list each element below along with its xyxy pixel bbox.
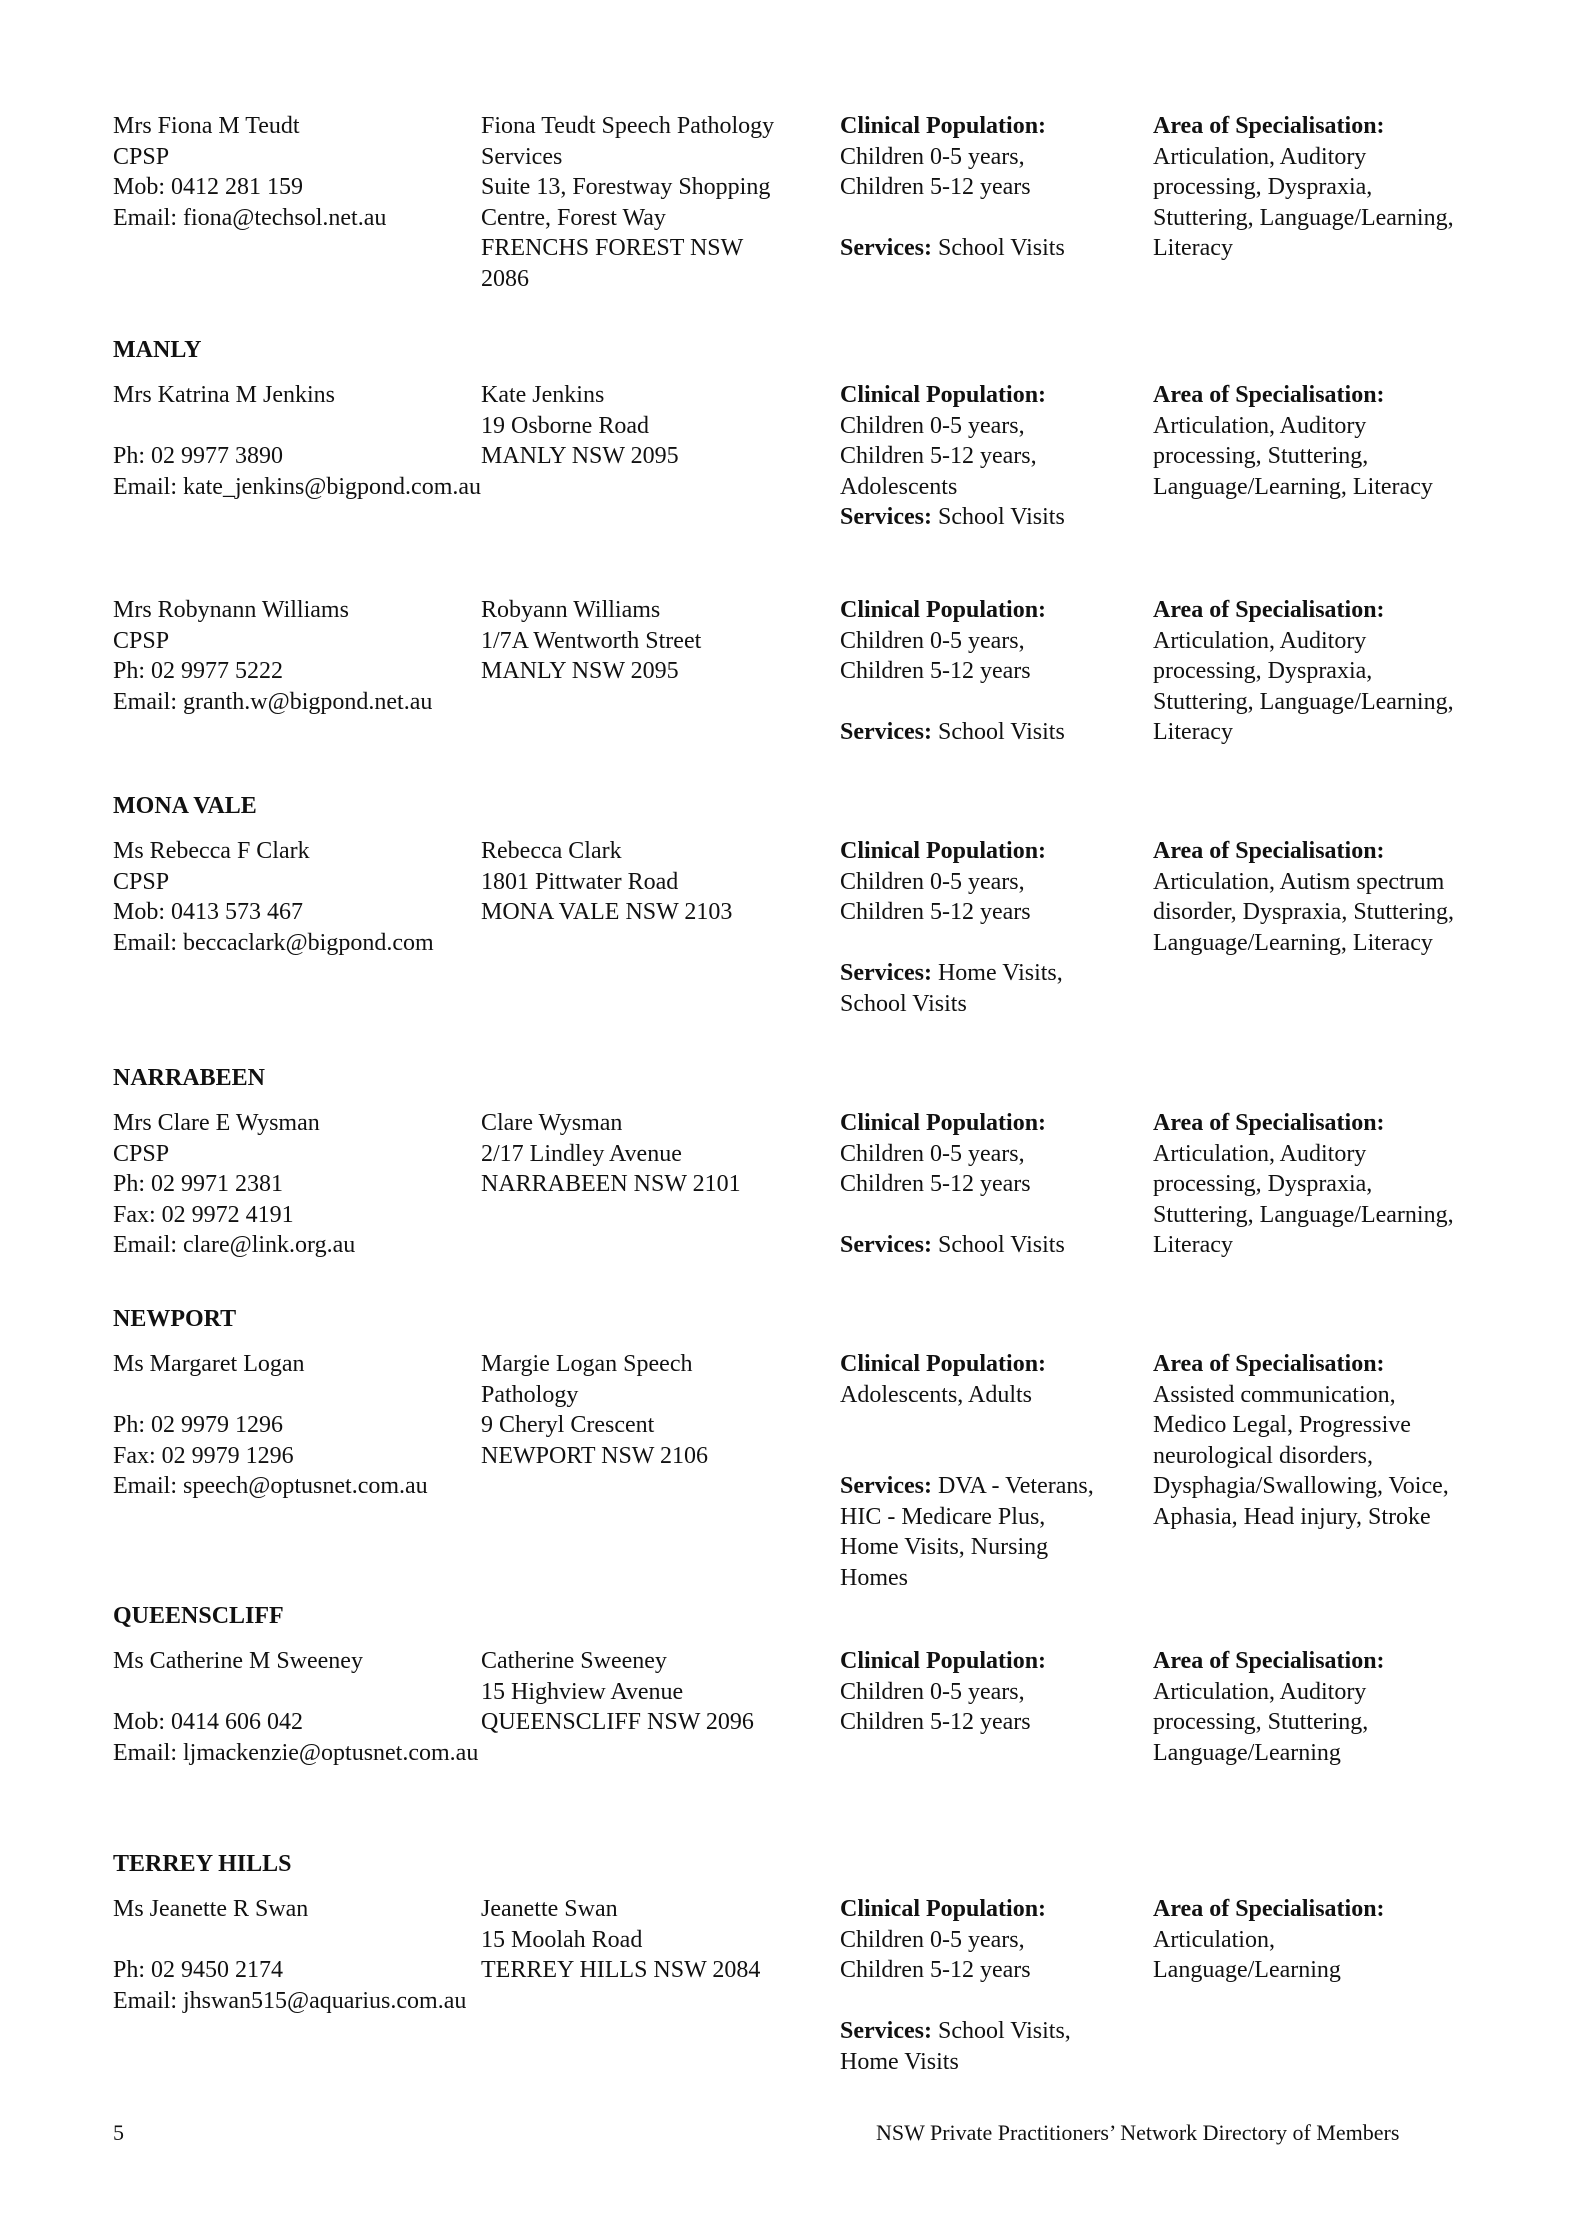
practitioner-line: Ph: 02 9971 2381 (113, 1171, 284, 1197)
specialisation-line: Articulation, Auditory (1153, 412, 1367, 439)
clinical-population-line: Adolescents, Adults (840, 1381, 1032, 1408)
specialisation-line: Literacy (1153, 1232, 1233, 1258)
services-label: Services: (840, 719, 932, 745)
specialisation-line: processing, Stuttering, (1153, 443, 1369, 469)
practitioner-line: Email: ljmackenzie@optusnet.com.au (113, 1739, 479, 1766)
specialisation-line: Articulation, Auditory (1153, 1678, 1367, 1705)
specialisation-line: Medico Legal, Progressive (1153, 1412, 1411, 1438)
services-line: Home Visits, Nursing (840, 1534, 1049, 1560)
services-label: Services: (840, 2018, 932, 2044)
practitioner-line: CPSP (113, 627, 170, 654)
services-label: Services: (840, 1232, 932, 1258)
clinical-population-line: Children 5-12 years (840, 1957, 1031, 1983)
page-number: 5 (113, 2120, 124, 2145)
specialisation-line: Articulation, Auditory (1153, 1140, 1367, 1167)
practice-line: Pathology (481, 1381, 579, 1408)
specialisation-line: Literacy (1153, 719, 1233, 745)
practitioner-line: CPSP (113, 1140, 170, 1167)
directory-title: NSW Private Practitioners’ Network Directory of Members (876, 2120, 1400, 2145)
clinical-population-label: Clinical Population: (840, 1351, 1047, 1377)
practice-line: 2/17 Lindley Avenue (481, 1140, 682, 1167)
specialisation-line: Language/Learning (1153, 1739, 1341, 1766)
services-value: School Visits (937, 504, 1065, 530)
practice-line: Suite 13, Forestway Shopping (481, 174, 771, 200)
practice-line: Centre, Forest Way (481, 204, 666, 231)
practice-line: 2086 (481, 265, 529, 292)
specialisation-line: Stuttering, Language/Learning, (1153, 688, 1454, 715)
practice-line: MONA VALE NSW 2103 (481, 899, 733, 925)
specialisation-line: processing, Stuttering, (1153, 1709, 1369, 1735)
practitioner-line: Mob: 0412 281 159 (113, 174, 304, 200)
services-line (840, 233, 1065, 263)
practice-line: Jeanette Swan (481, 1896, 618, 1922)
clinical-population-line: Children 5-12 years (840, 658, 1031, 684)
practitioner-line: CPSP (113, 143, 170, 170)
practice-line: Catherine Sweeney (481, 1648, 667, 1674)
practice-line: Rebecca Clark (481, 838, 622, 864)
services-line: Homes (840, 1564, 908, 1591)
services-label: Services: (840, 1473, 932, 1499)
specialisation-line: disorder, Dyspraxia, Stuttering, (1153, 899, 1454, 925)
services-line: HIC - Medicare Plus, (840, 1503, 1046, 1530)
clinical-population-label: Clinical Population: (840, 1896, 1047, 1922)
practitioner-line: CPSP (113, 868, 170, 895)
specialisation-line: Language/Learning (1153, 1957, 1341, 1983)
practice-line: 15 Moolah Road (481, 1926, 643, 1953)
specialisation-label: Area of Specialisation: (1153, 597, 1385, 623)
specialisation-line: Articulation, (1153, 1926, 1275, 1953)
clinical-population-label: Clinical Population: (840, 113, 1047, 139)
practice-line: NEWPORT NSW 2106 (481, 1442, 709, 1469)
clinical-population-label: Clinical Population: (840, 597, 1047, 623)
specialisation-line: Stuttering, Language/Learning, (1153, 1201, 1454, 1228)
clinical-population-line: Children 5-12 years, (840, 443, 1037, 469)
practitioner-line: Mrs Clare E Wysman (113, 1110, 320, 1136)
specialisation-line: processing, Dyspraxia, (1153, 1171, 1373, 1197)
clinical-population-label: Clinical Population: (840, 382, 1047, 408)
practitioner-line: Email: jhswan515@aquarius.com.au (113, 1987, 467, 2014)
clinical-population-line: Children 0-5 years, (840, 412, 1025, 439)
practice-line: FRENCHS FOREST NSW (481, 235, 744, 261)
services-value: DVA - Veterans, (937, 1473, 1094, 1499)
specialisation-line: Assisted communication, (1153, 1381, 1396, 1408)
services-line (840, 1471, 1094, 1501)
clinical-population-line: Children 0-5 years, (840, 1140, 1025, 1167)
specialisation-line: neurological disorders, (1153, 1442, 1373, 1469)
services-value: School Visits (937, 719, 1065, 745)
services-value: Home Visits, (937, 960, 1063, 986)
clinical-population-line: Adolescents (840, 473, 958, 500)
specialisation-label: Area of Specialisation: (1153, 1110, 1385, 1136)
practitioner-line: Ph: 02 9977 3890 (113, 443, 284, 469)
clinical-population-label: Clinical Population: (840, 838, 1047, 864)
specialisation-label: Area of Specialisation: (1153, 838, 1385, 864)
suburb-heading: TERREY HILLS (113, 1851, 292, 1877)
practitioner-line: Ph: 02 9977 5222 (113, 658, 284, 684)
practitioner-line: Ms Jeanette R Swan (113, 1896, 309, 1922)
services-value: School Visits, (937, 2018, 1071, 2044)
services-line (840, 502, 1065, 532)
clinical-population-line: Children 0-5 years, (840, 1678, 1025, 1705)
services-line: School Visits (840, 990, 967, 1017)
practitioner-line: Mrs Robynann Williams (113, 597, 349, 623)
specialisation-line: Dysphagia/Swallowing, Voice, (1153, 1473, 1449, 1499)
clinical-population-line: Children 5-12 years (840, 899, 1031, 925)
clinical-population-line: Children 0-5 years, (840, 143, 1025, 170)
practitioner-line: Email: granth.w@bigpond.net.au (113, 688, 433, 715)
practitioner-line: Ms Margaret Logan (113, 1351, 305, 1377)
practice-line: 15 Highview Avenue (481, 1678, 684, 1705)
clinical-population-line: Children 5-12 years (840, 1171, 1031, 1197)
suburb-heading: NARRABEEN (113, 1065, 266, 1091)
specialisation-label: Area of Specialisation: (1153, 113, 1385, 139)
clinical-population-label: Clinical Population: (840, 1110, 1047, 1136)
practice-line: MANLY NSW 2095 (481, 443, 679, 469)
practitioner-line: Ms Rebecca F Clark (113, 838, 310, 864)
practice-line: QUEENSCLIFF NSW 2096 (481, 1709, 754, 1735)
practice-line: 19 Osborne Road (481, 412, 649, 439)
services-line (840, 1230, 1065, 1260)
practitioner-line: Email: fiona@techsol.net.au (113, 204, 387, 231)
specialisation-line: Articulation, Autism spectrum (1153, 868, 1445, 895)
services-label: Services: (840, 504, 932, 530)
practitioner-line: Ph: 02 9979 1296 (113, 1412, 284, 1438)
clinical-population-line: Children 0-5 years, (840, 868, 1025, 895)
specialisation-line: Articulation, Auditory (1153, 143, 1367, 170)
practitioner-line: Mrs Katrina M Jenkins (113, 382, 335, 408)
services-line (840, 717, 1065, 747)
practitioner-line: Email: clare@link.org.au (113, 1232, 356, 1258)
services-label: Services: (840, 960, 932, 986)
services-line: Home Visits (840, 2048, 959, 2075)
specialisation-line: processing, Dyspraxia, (1153, 174, 1373, 200)
specialisation-line: Language/Learning, Literacy (1153, 929, 1433, 956)
suburb-heading: QUEENSCLIFF (113, 1603, 284, 1629)
specialisation-label: Area of Specialisation: (1153, 1351, 1385, 1377)
practitioner-line: Email: beccaclark@bigpond.com (113, 929, 434, 956)
clinical-population-label: Clinical Population: (840, 1648, 1047, 1674)
specialisation-label: Area of Specialisation: (1153, 382, 1385, 408)
clinical-population-line: Children 5-12 years (840, 174, 1031, 200)
specialisation-line: Literacy (1153, 235, 1233, 261)
suburb-heading: NEWPORT (113, 1306, 237, 1332)
clinical-population-line: Children 0-5 years, (840, 627, 1025, 654)
practice-line: Services (481, 143, 563, 170)
clinical-population-line: Children 0-5 years, (840, 1926, 1025, 1953)
practice-line: TERREY HILLS NSW 2084 (481, 1957, 761, 1983)
practice-line: MANLY NSW 2095 (481, 658, 679, 684)
practitioner-line: Ph: 02 9450 2174 (113, 1957, 284, 1983)
practice-line: Margie Logan Speech (481, 1351, 693, 1377)
practice-line: Kate Jenkins (481, 382, 605, 408)
services-label: Services: (840, 235, 932, 261)
services-value: School Visits (937, 1232, 1065, 1258)
practice-line: 1/7A Wentworth Street (481, 627, 702, 654)
practice-line: Robyann Williams (481, 597, 661, 623)
practice-line: 9 Cheryl Crescent (481, 1412, 655, 1438)
suburb-heading: MANLY (113, 337, 202, 363)
practice-line: Fiona Teudt Speech Pathology (481, 113, 775, 139)
specialisation-line: Language/Learning, Literacy (1153, 473, 1433, 500)
specialisation-line: processing, Dyspraxia, (1153, 658, 1373, 684)
practitioner-line: Mob: 0413 573 467 (113, 899, 304, 925)
practice-line: Clare Wysman (481, 1110, 623, 1136)
specialisation-line: Articulation, Auditory (1153, 627, 1367, 654)
services-line (840, 958, 1063, 988)
practitioner-line: Email: speech@optusnet.com.au (113, 1473, 428, 1499)
services-value: School Visits (937, 235, 1065, 261)
specialisation-label: Area of Specialisation: (1153, 1648, 1385, 1674)
practitioner-line: Mob: 0414 606 042 (113, 1709, 304, 1735)
practice-line: NARRABEEN NSW 2101 (481, 1171, 741, 1197)
practitioner-line: Fax: 02 9979 1296 (113, 1442, 294, 1469)
practice-line: 1801 Pittwater Road (481, 868, 679, 895)
practitioner-line: Email: kate_jenkins@bigpond.com.au (113, 473, 482, 500)
specialisation-label: Area of Specialisation: (1153, 1896, 1385, 1922)
practitioner-line: Ms Catherine M Sweeney (113, 1648, 363, 1674)
suburb-heading: MONA VALE (113, 793, 257, 819)
specialisation-line: Aphasia, Head injury, Stroke (1153, 1503, 1431, 1530)
specialisation-line: Stuttering, Language/Learning, (1153, 204, 1454, 231)
clinical-population-line: Children 5-12 years (840, 1709, 1031, 1735)
practitioner-line: Mrs Fiona M Teudt (113, 113, 300, 139)
practitioner-line: Fax: 02 9972 4191 (113, 1201, 294, 1228)
services-line (840, 2016, 1071, 2046)
